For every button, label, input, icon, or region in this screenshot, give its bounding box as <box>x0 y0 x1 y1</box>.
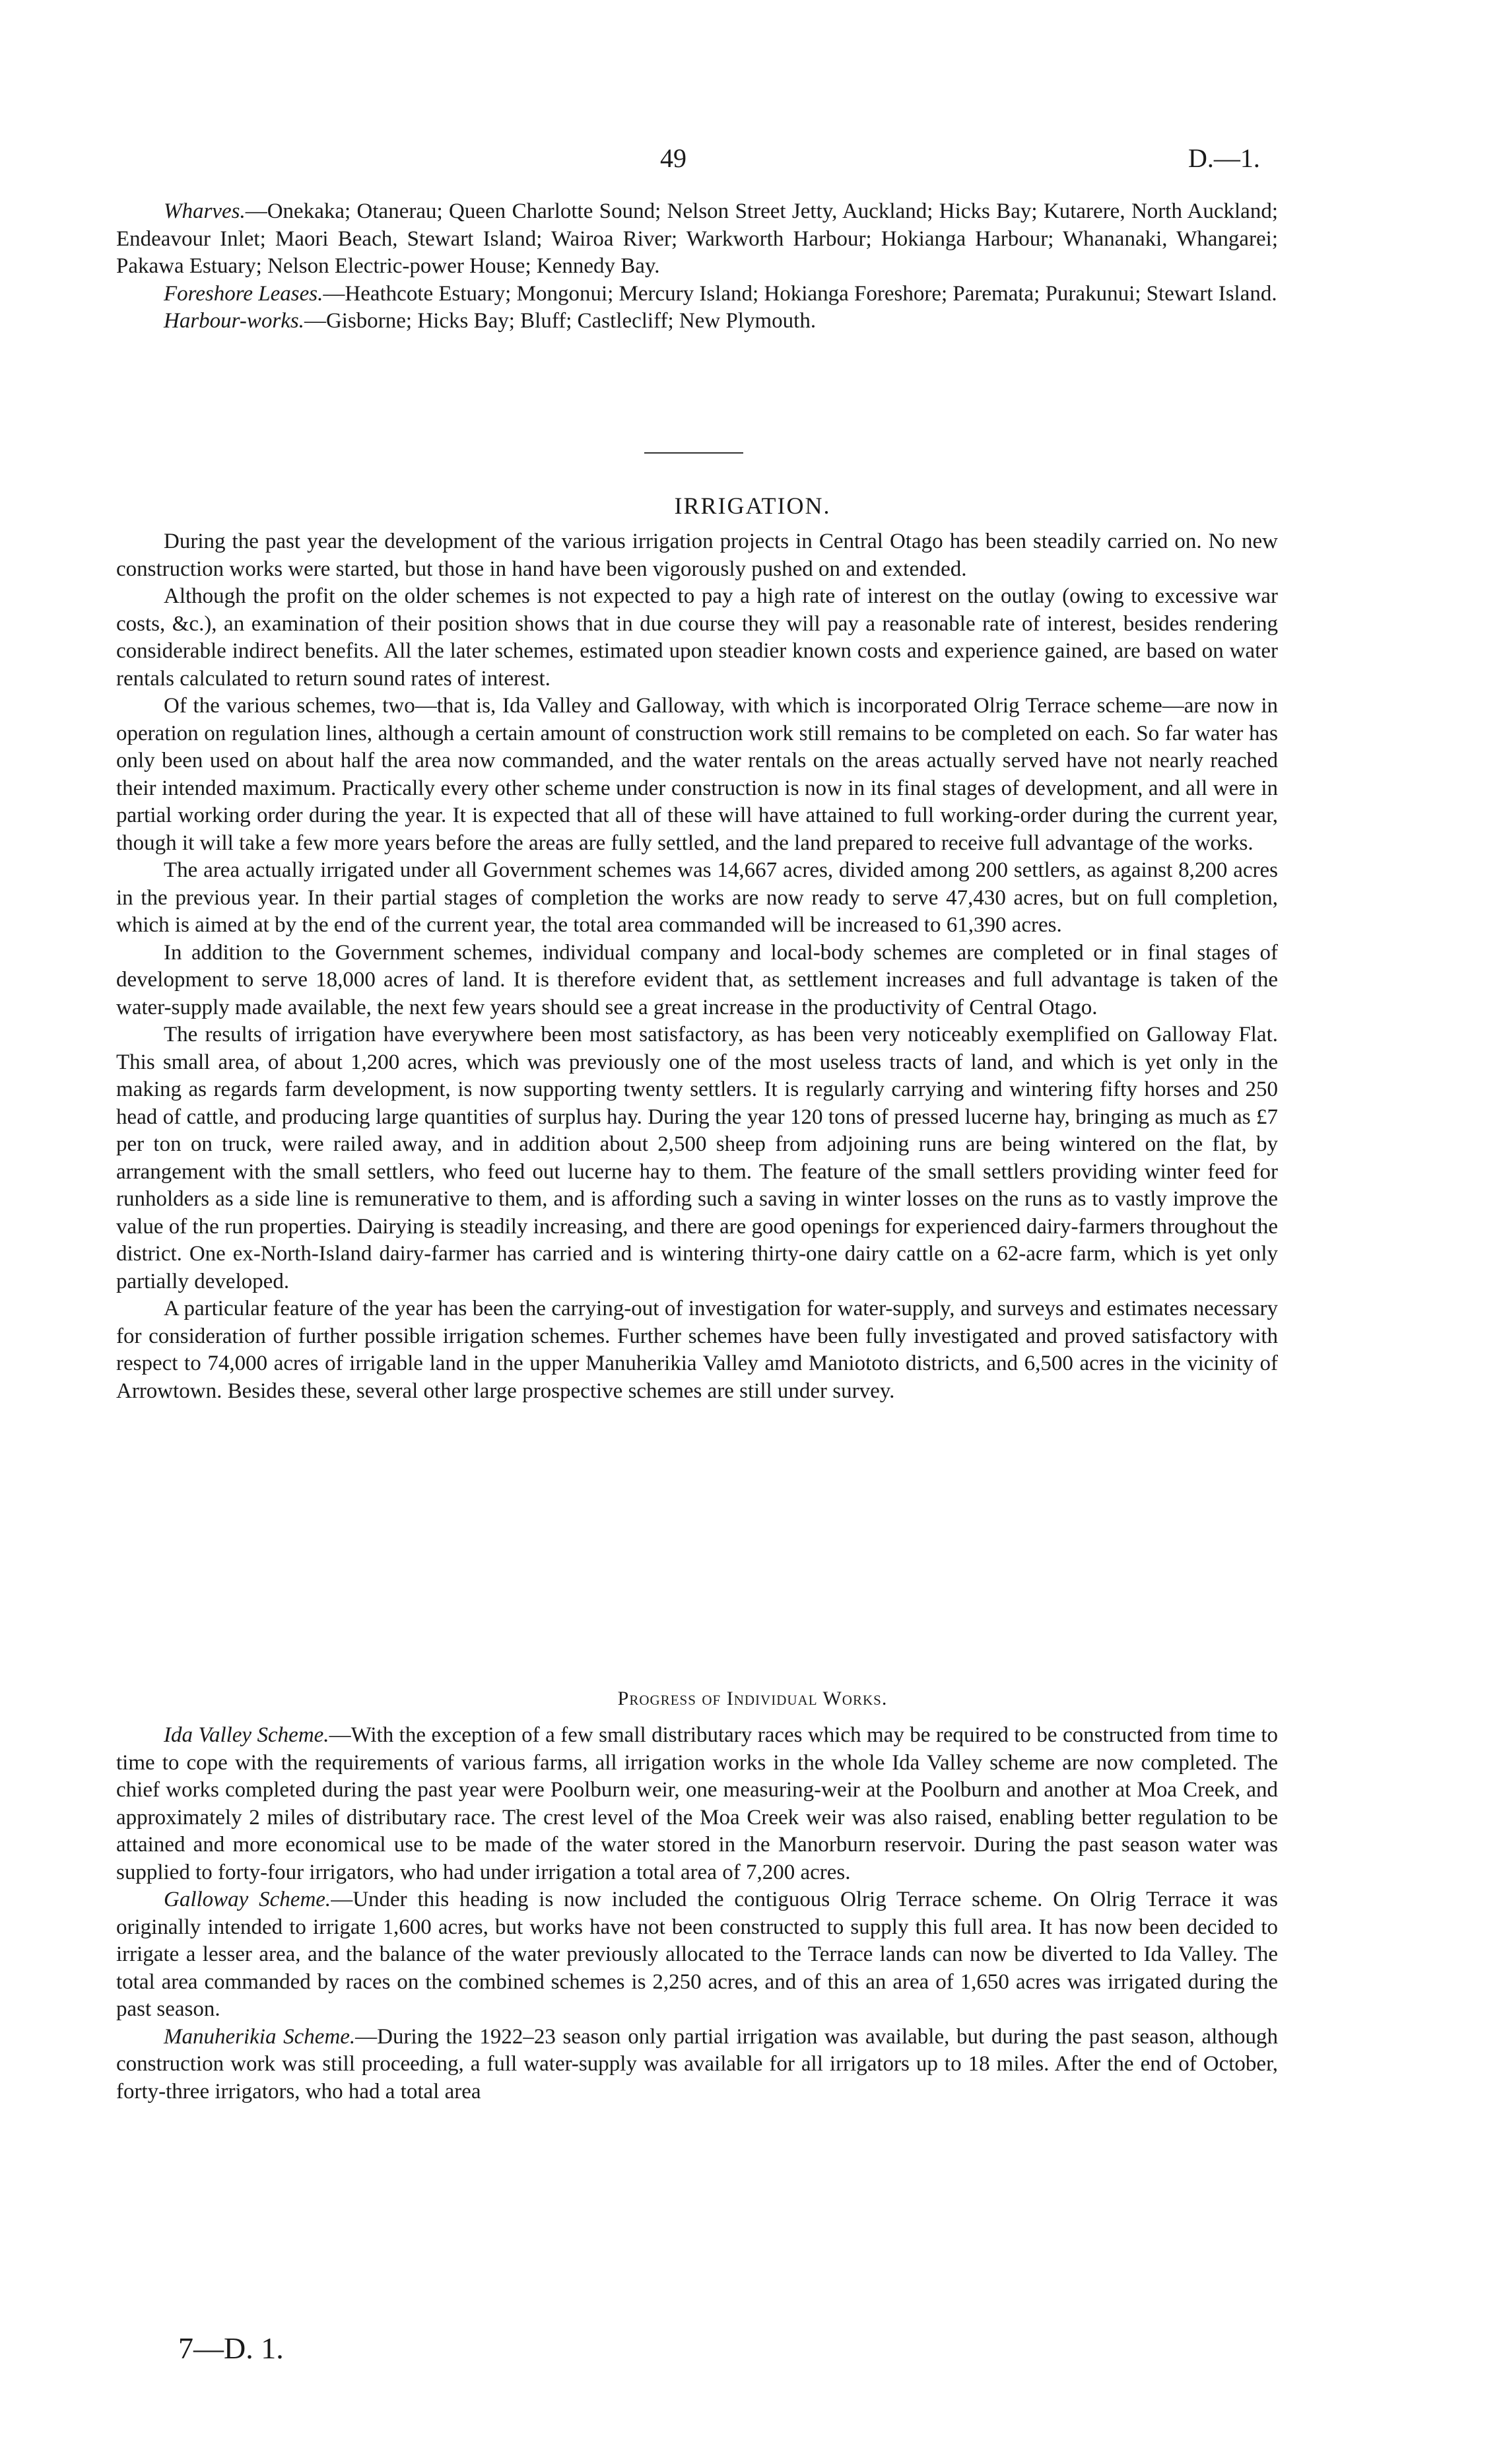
work-text: —During the 1922–23 season only partial irrigation was available, but during the past season, although construction work was still proceeding, a full water-supply was available for all irrigators up to 18 miles. After the end of October, forty-three irrigators, who had a total area <box>116 2024 1278 2104</box>
work-label: Ida Valley Scheme. <box>164 1723 329 1747</box>
work-text: —Under this heading is now included the contiguous Olrig Terrace scheme. On Olrig Terrace it was originally intended to irrigate 1,600 acres, but works have not been constructed to supply this full area. It has now been decided to irrigate a lesser area, and the balance of the water previously allocated to the Terrace lands can now be diverted to Ida Valley. The total area commanded by races on the combined schemes is 2,250 acres, and of this an area of 1,650 acres was irrigated during the past season. <box>116 1888 1278 2021</box>
work-label: Manuherikia Scheme. <box>164 2024 356 2049</box>
work-item <box>116 1886 1278 2024</box>
subsection-heading: Progress of Individual Works. <box>617 1688 888 1709</box>
list-text: —Onekaka; Otanerau; Queen Charlotte Sound; Nelson Street Jetty, Auckland; Hicks Bay; Kutarere, North Auckland; Endeavour Inlet; Maori Beach, Stewart Island; Wairoa River; Warkworth Harbour; Hokianga Harbour; Whananaki, Whangarei; Pakawa Estuary; Nelson Electric-power House; Kennedy Bay. <box>116 199 1278 278</box>
irrigation-body <box>116 528 1278 1405</box>
work-label: Galloway Scheme. <box>164 1888 331 1911</box>
section-divider <box>644 452 743 454</box>
list-item <box>116 281 1278 308</box>
list-label: Foreshore Leases. <box>164 281 323 306</box>
list-text: —Heathcote Estuary; Mongonui; Mercury Island; Hokianga Foreshore; Paremata; Purakunui; Stewart Island. <box>323 281 1277 306</box>
page-number: 49 <box>660 143 686 173</box>
paragraph: The area actually irrigated under all Government schemes was 14,667 acres, divided among 200 settlers, as against 8,200 acres in the previous year. In their partial stages of completion the works are now ready to serve 47,430 acres, but on full completion, which is aimed at by the end of the current year, the total area commanded will be increased to 61,390 acres. <box>116 858 1278 937</box>
lists-block <box>116 198 1278 335</box>
paragraph: During the past year the development of the various irrigation projects in Central Otago has been steadily carried on. No new construction works were started, but those in hand have been vigorously pushed on and extended. <box>116 530 1278 581</box>
paragraph: In addition to the Government schemes, individual company and local-body schemes are completed or in final stages of development to serve 18,000 acres of land. It is therefore evident that, as settlement increases and full advantage is taken of the water-supply made available, the next few years should see a great increase in the productivity of Central Otago. <box>116 940 1278 1019</box>
work-text: —With the exception of a few small distributary races which may be required to be constructed from time to time to cope with the requirements of various farms, all irrigation works in the whole Ida Valley scheme are now completed. The chief works completed during the past year were Poolburn weir, one measuring-weir at the Poolburn and another at Moa Creek, and approximately 2 miles of distributary race. The crest level of the Moa Creek weir was also raised, enabling better regulation to be attained and more economical use to be made of the water stored in the Manorburn reservoir. During the past season water was supplied to forty-four irrigators, who had under irrigation a total area of 7,200 acres. <box>116 1723 1278 1884</box>
document-reference: D.—1. <box>1188 143 1260 173</box>
work-item <box>116 2024 1278 2106</box>
list-label: Wharves. <box>164 199 246 223</box>
page-signature: 7—D. 1. <box>178 2331 284 2365</box>
list-item <box>116 308 1278 335</box>
list-label: Harbour-works. <box>164 309 304 333</box>
list-item <box>116 198 1278 281</box>
page-header <box>0 143 1505 182</box>
paragraph: Of the various schemes, two—that is, Ida Valley and Galloway, with which is incorporated Olrig Terrace scheme—are now in operation on regulation lines, although a certain amount of construction work still remains to be completed on each. So far water has only been used on about half the area now commanded, and the water rentals on the areas actually served have not nearly reached their intended maximum. Practically every other scheme under construction is now in its final stages of development, and all were in partial working order during the year. It is expected that all of these will have attained to full working-order during the current year, though it will take a few more years before the areas are fully settled, and the land prepared to receive full advantage of the works. <box>116 694 1278 855</box>
section-heading: IRRIGATION. <box>674 493 831 519</box>
list-text: —Gisborne; Hicks Bay; Bluff; Castlecliff; New Plymouth. <box>304 309 817 333</box>
works-body <box>116 1722 1278 2105</box>
paragraph: A particular feature of the year has been the carrying-out of investigation for water-supply, and surveys and estimates necessary for consideration of further possible irrigation schemes. Further schemes have been fully investigated and proved satisfactory with respect to 74,000 acres of irrigable land in the upper Manuherikia Valley amd Maniototo districts, and 6,500 acres in the vicinity of Arrowtown. Besides these, several other large prospective schemes are still under survey. <box>116 1297 1278 1403</box>
paragraph: Although the profit on the older schemes is not expected to pay a high rate of interest on the outlay (owing to excessive war costs, &c.), an examination of their position shows that in due course they will pay a reasonable rate of interest, besides rendering considerable indirect benefits. All the later schemes, estimated upon steadier known costs and experience gained, are based on water rentals calculated to return sound rates of interest. <box>116 584 1278 691</box>
work-item <box>116 1722 1278 1886</box>
paragraph: The results of irrigation have everywhere been most satisfactory, as has been very noticeably exemplified on Galloway Flat. This small area, of about 1,200 acres, which was previously one of the most useless tracts of land, and which is yet only in the making as regards farm development, is now supporting twenty settlers. It is regularly carrying and wintering fifty horses and 250 head of cattle, and producing large quantities of surplus hay. During the year 120 tons of pressed lucerne hay, bringing as much as £7 per ton on truck, were railed away, and in addition about 2,500 sheep from adjoining runs are being wintered on the flat, by arrangement with the small settlers, who feed out lucerne hay to them. The feature of the small settlers providing winter feed for runholders as a side line is remunerative to them, and is affording such a saving in winter losses on the runs as to vastly improve the value of the run properties. Dairying is steadily increasing, and there are good openings for experienced dairy-farmers throughout the district. One ex-North-Island dairy-farmer has carried and is wintering thirty-one dairy cattle on a 62-acre farm, which is yet only partially developed. <box>116 1023 1278 1293</box>
